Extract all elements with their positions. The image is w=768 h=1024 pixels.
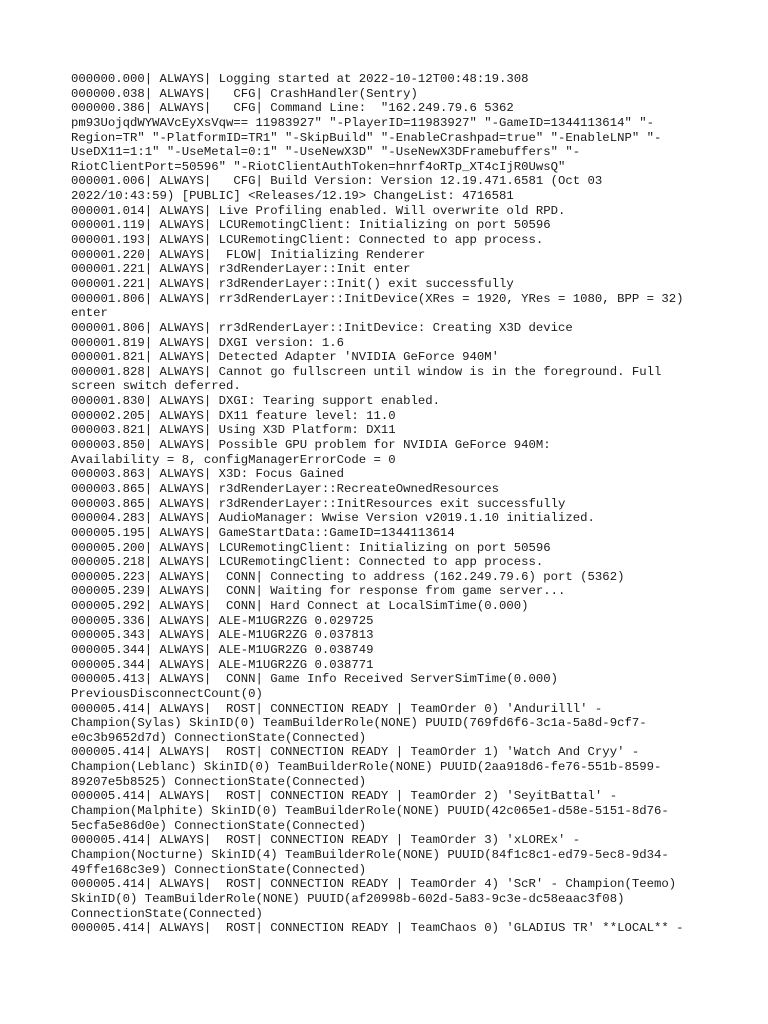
log-line: 000003.850| ALWAYS| Possible GPU problem for NVIDIA GeForce 940M: [71, 438, 551, 453]
log-line: 000005.195| ALWAYS| GameStartData::GameID=1344113614 [71, 525, 455, 540]
log-line: 000005.200| ALWAYS| LCURemotingClient: Initializing on port 50596 [71, 540, 551, 555]
log-line: e0c3b9652d7d) ConnectionState(Connected) [71, 730, 367, 745]
log-line: Champion(Leblanc) SkinID(0) TeamBuilderRole(NONE) PUUID(2aa918d6-fe76-551b-8599- [71, 760, 662, 775]
log-line: 000001.193| ALWAYS| LCURemotingClient: Connected to app process. [71, 233, 544, 248]
log-line: 000001.819| ALWAYS| DXGI version: 1.6 [71, 335, 345, 350]
log-line: pm93UojqdWYWAVcEyXsVqw== 11983927" "-PlayerID=11983927" "-GameID=1344113614" "- [71, 115, 654, 130]
log-line: 000005.414| ALWAYS| ROST| CONNECTION READY | TeamOrder 0) 'Andurilll' - [71, 701, 603, 716]
log-line: ConnectionState(Connected) [71, 906, 263, 921]
log-line: 000004.283| ALWAYS| AudioManager: Wwise Version v2019.1.10 initialized. [71, 511, 595, 526]
log-line: 000001.006| ALWAYS| CFG| Build Version: Version 12.19.471.6581 (Oct 03 [71, 174, 603, 189]
log-line: 000002.205| ALWAYS| DX11 feature level: 11.0 [71, 408, 396, 423]
log-line: 000001.220| ALWAYS| FLOW| Initializing Renderer [71, 247, 426, 262]
log-line: 000005.414| ALWAYS| ROST| CONNECTION READY | TeamOrder 2) 'SeyitBattal' - [71, 789, 618, 804]
log-line: 49ffe168c3e9) ConnectionState(Connected) [71, 862, 367, 877]
log-line: RiotClientPort=50596" "-RiotClientAuthToken=hnrf4oRTp_XT4cIjR0UwsQ" [71, 159, 566, 174]
log-line: 89207e5b8525) ConnectionState(Connected) [71, 774, 367, 789]
log-line: 000005.223| ALWAYS| CONN| Connecting to address (162.249.79.6) port (5362) [71, 569, 625, 584]
log-line: 000001.014| ALWAYS| Live Profiling enabled. Will overwrite old RPD. [71, 203, 566, 218]
log-line: screen switch deferred. [71, 379, 241, 394]
log-line: 000005.413| ALWAYS| CONN| Game Info Received ServerSimTime(0.000) [71, 672, 559, 687]
log-line: 000001.221| ALWAYS| r3dRenderLayer::Init enter [71, 262, 411, 277]
log-line: 000005.344| ALWAYS| ALE-M1UGR2ZG 0.038771 [71, 657, 374, 672]
log-line: 000003.863| ALWAYS| X3D: Focus Gained [71, 467, 345, 482]
log-line: 000003.821| ALWAYS| Using X3D Platform: DX11 [71, 423, 396, 438]
log-line: 000005.336| ALWAYS| ALE-M1UGR2ZG 0.029725 [71, 613, 374, 628]
log-line: PreviousDisconnectCount(0) [71, 686, 263, 701]
log-line: 000005.414| ALWAYS| ROST| CONNECTION READY | TeamOrder 3) 'xLOREx' - [71, 833, 581, 848]
log-line: 000005.414| ALWAYS| ROST| CONNECTION READY | TeamOrder 1) 'Watch And Cryy' - [71, 745, 640, 760]
log-line: Availability = 8, configManagerErrorCode = 0 [71, 452, 396, 467]
log-line: Champion(Sylas) SkinID(0) TeamBuilderRole(NONE) PUUID(769fd6f6-3c1a-5a8d-9cf7- [71, 716, 647, 731]
log-line: 000005.414| ALWAYS| ROST| CONNECTION READY | TeamChaos 0) 'GLADIUS TR' **LOCAL** - [71, 921, 684, 936]
log-line: 000003.865| ALWAYS| r3dRenderLayer::RecreateOwnedResources [71, 481, 500, 496]
log-document [71, 72, 701, 936]
log-line: 000001.821| ALWAYS| Detected Adapter 'NVIDIA GeForce 940M' [71, 350, 500, 365]
log-line: 000001.221| ALWAYS| r3dRenderLayer::Init() exit successfully [71, 276, 514, 291]
log-line: SkinID(0) TeamBuilderRole(NONE) PUUID(af20998b-602d-5a83-9c3e-dc58eaac3f08) [71, 891, 625, 906]
log-line: 000000.038| ALWAYS| CFG| CrashHandler(Sentry) [71, 86, 418, 101]
log-line: UseDX11=1:1" "-UseMetal=0:1" "-UseNewX3D" "-UseNewX3DFramebuffers" "- [71, 145, 581, 160]
log-line: 000001.119| ALWAYS| LCURemotingClient: Initializing on port 50596 [71, 218, 551, 233]
log-line: Champion(Nocturne) SkinID(4) TeamBuilderRole(NONE) PUUID(84f1c8c1-ed79-5ec8-9d34- [71, 847, 669, 862]
log-line: 000005.292| ALWAYS| CONN| Hard Connect at LocalSimTime(0.000) [71, 599, 529, 614]
log-line: 000003.865| ALWAYS| r3dRenderLayer::InitResources exit successfully [71, 496, 566, 511]
log-line: 000005.218| ALWAYS| LCURemotingClient: Connected to app process. [71, 555, 544, 570]
log-line: 000005.343| ALWAYS| ALE-M1UGR2ZG 0.037813 [71, 628, 374, 643]
log-line: 5ecfa5e86d0e) ConnectionState(Connected) [71, 818, 367, 833]
log-line: Region=TR" "-PlatformID=TR1" "-SkipBuild" "-EnableCrashpad=true" "-EnableLNP" "- [71, 130, 662, 145]
log-line: 000005.239| ALWAYS| CONN| Waiting for response from game server... [71, 584, 566, 599]
log-line: 000001.806| ALWAYS| rr3dRenderLayer::InitDevice(XRes = 1920, YRes = 1080, BPP = 32) [71, 291, 684, 306]
log-line: enter [71, 306, 108, 321]
log-line: 000000.386| ALWAYS| CFG| Command Line: "162.249.79.6 5362 [71, 101, 514, 116]
log-line: 2022/10:43:59) [PUBLIC] <Releases/12.19> ChangeList: 4716581 [71, 189, 514, 204]
log-line: 000001.830| ALWAYS| DXGI: Tearing support enabled. [71, 394, 440, 409]
log-line: 000000.000| ALWAYS| Logging started at 2022-10-12T00:48:19.308 [71, 72, 529, 86]
log-line: 000005.414| ALWAYS| ROST| CONNECTION READY | TeamOrder 4) 'ScR' - Champion(Teemo) [71, 877, 677, 892]
log-line: Champion(Malphite) SkinID(0) TeamBuilderRole(NONE) PUUID(42c065e1-d58e-5151-8d76- [71, 804, 669, 819]
log-line: 000005.344| ALWAYS| ALE-M1UGR2ZG 0.038749 [71, 642, 374, 657]
log-line: 000001.806| ALWAYS| rr3dRenderLayer::InitDevice: Creating X3D device [71, 320, 573, 335]
log-line: 000001.828| ALWAYS| Cannot go fullscreen until window is in the foreground. Full [71, 364, 662, 379]
